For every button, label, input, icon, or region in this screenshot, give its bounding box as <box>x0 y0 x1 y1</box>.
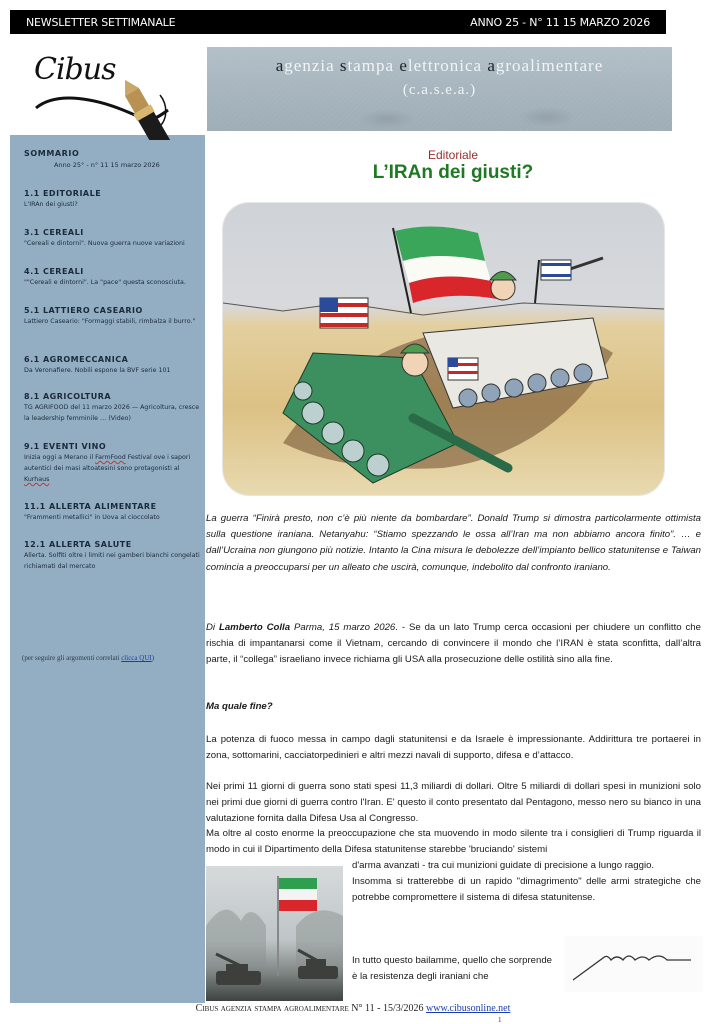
summary-item-heading: 1.1 EDITORIALE <box>24 189 102 198</box>
summary-item-heading: 3.1 CEREALI <box>24 228 84 237</box>
byline-author: Lamberto Colla <box>218 622 291 633</box>
summary-item-cereali-1[interactable] <box>24 228 204 249</box>
section-kicker: Editoriale <box>427 148 479 162</box>
summary-item-agromeccanica[interactable] <box>24 355 204 376</box>
summary-item-heading: 12.1 ALLERTA SALUTE <box>24 540 132 549</box>
summary-item-desc: Allerta. Solfiti oltre i limiti nei gamberi bianchi congelati richiamati dal mercato <box>24 552 200 570</box>
banner-acronym: (c.a.s.e.a.) <box>402 82 477 98</box>
banner-initial: s <box>339 56 348 75</box>
article-paragraph: La potenza di fuoco messa in campo dagli statunitensi e da Israele è impressionante. Addirittura tre portaerei in zona, sottomarini, cacciatorpedinieri e altri mezzi navali di supporto, difesa e d’attacco. <box>206 734 701 762</box>
logo-wordmark: Cibus <box>34 52 116 87</box>
related-topics-text: (per seguire gli argomenti correlati <box>22 654 122 662</box>
author-signature <box>565 936 703 992</box>
iran-flag-tanks-photo <box>206 866 343 1001</box>
summary-item-heading: 6.1 AGROMECCANICA <box>24 355 129 364</box>
summary-item-eventi-vino[interactable] <box>24 442 204 485</box>
article-headline: L’IRAn dei giusti? <box>372 162 534 183</box>
summary-item-agricoltura[interactable] <box>24 392 204 424</box>
banner-initial: a <box>275 56 285 75</box>
summary-item-editoriale[interactable] <box>24 189 204 210</box>
banner-initial: a <box>487 56 496 75</box>
footer-text: Cibus agenzia stampa agroalimentare N° 11 - 15/3/2026 <box>195 1003 427 1014</box>
iran-flag-drawing <box>393 226 497 313</box>
banner-initial: e <box>399 56 408 75</box>
summary-item-desc: "Frammenti metallici" in Uova al cioccolato <box>24 514 160 521</box>
related-topics-close: ) <box>151 654 155 662</box>
summary-issue: Anno 25° - n° 11 15 marzo 2026 <box>54 161 160 169</box>
summary-item-desc: "Cereali e dintorni". Nuova guerra nuove variazioni <box>24 240 185 247</box>
summary-item-desc: L'IRAn dei giusti? <box>24 201 78 208</box>
summary-item-cereali-2[interactable] <box>24 267 204 288</box>
newsletter-topbar <box>10 10 666 34</box>
related-topics-note <box>22 654 154 662</box>
banner-word: tampa <box>347 56 400 75</box>
editorial-cartoon <box>223 203 664 495</box>
summary-title: SOMMARIO <box>24 149 80 158</box>
summary-item-heading: 9.1 EVENTI VINO <box>24 442 107 451</box>
newsletter-label: NEWSLETTER SETTIMANALE <box>26 15 176 29</box>
desc-part: Inizia oggi a Merano il <box>24 454 96 461</box>
summary-item-heading: 11.1 ALLERTA ALIMENTARE <box>24 502 157 511</box>
article-lead: La guerra “Finirà presto, non c’è più niente da bombardare”. Donald Trump si dimostra particolarmente ottimista sulla questione iraniana. Netanyahu: “Stiamo spezzando le ossa all’Iran ma non abbiamo ancora finito”. … e dall’Ucraina non giungono più notizie. Intanto la Cina misura le debolezze dell’impianto bellico statunitense e Taiwan comincia a preoccuparsi per un alleato che uscirà, comunque, indebolito dal confronto iraniano. <box>206 513 701 573</box>
cibus-logo <box>28 50 178 138</box>
summary-item-desc: TG AGRIFOOD del 11 marzo 2026 — Agricoltura, cresce la leadership femminile … (Video) <box>24 404 200 422</box>
summary-sidebar <box>10 135 205 1003</box>
article-paragraph: Nei primi 11 giorni di guerra sono stati spesi 11,3 miliardi di dollari. Oltre 5 miliardi di dollari spesi in munizioni solo nei primi due giorni di guerra contro l'Iran. E' questo il conto presentato dal Pentagono, messo nero su bianco in una valutazione fornita dalla Difesa Usa al Congresso. <box>206 781 701 825</box>
banner-word: genzia <box>284 56 340 75</box>
summary-item-desc: Lattiero Caseario: "Formaggi stabili, rimbalza il burro." <box>24 318 196 325</box>
israel-flag-drawing <box>535 260 571 303</box>
desc-part: FarmFood <box>95 454 126 461</box>
banner-title <box>207 47 672 76</box>
banner-word: lettronica <box>407 56 488 75</box>
agency-banner <box>207 47 672 131</box>
article-paragraph <box>352 858 701 907</box>
summary-item-desc <box>24 452 204 485</box>
summary-item-desc: Da Veronafiere. Nobili espone la BVF serie 101 <box>24 367 171 374</box>
summary-item-desc: ""Cereali e dintorni". La "pace" questa sconosciuta. <box>24 279 186 286</box>
summary-item-heading: 8.1 AGRICOLTURA <box>24 392 112 401</box>
article-paragraph: Ma oltre al costo enorme la preoccupazione che sta muovendo in modo silente tra i consiglieri di Trump riguarda il modo in cui il Dipartimento della Difesa statunitense starebbe 'bruciando' sistemi <box>206 828 701 856</box>
summary-item-allerta-salute[interactable] <box>24 540 204 572</box>
summary-item-heading: 5.1 LATTIERO CASEARIO <box>24 306 143 315</box>
article-paragraph-byline <box>206 620 701 669</box>
page-footer <box>0 1003 706 1014</box>
summary-item-allerta-alimentare[interactable] <box>24 502 204 523</box>
article-subheading: Ma quale fine? <box>206 701 273 712</box>
article-paragraph: In tutto questo bailamme, quello che sorprende è la resistenza degli iraniani che <box>352 955 552 983</box>
page-number: 1 <box>498 1016 502 1024</box>
paragraph-text: Insomma si tratterebbe di un rapido "dimagrimento" delle armi strategiche che potrebbe compromettere il sistema di difesa statunitense. <box>352 876 701 904</box>
issue-date-label: ANNO 25 - N° 11 15 MARZO 2026 <box>470 15 650 29</box>
summary-item-lattiero-caseario[interactable] <box>24 306 204 327</box>
byline-prefix: Di <box>206 622 219 633</box>
desc-part: Kurhaus <box>24 476 50 483</box>
footer-website-link[interactable]: www.cibusonline.net <box>426 1003 511 1014</box>
desc-part: Festival ove i sapori autentici dei masi altoatesini sono protagonisti al <box>24 454 191 472</box>
banner-word: groalimentare <box>495 56 604 75</box>
paragraph-text: d'arma avanzati - tra cui munizioni guidate di precisione a lungo raggio. <box>352 860 655 871</box>
byline-place-date: Parma, 15 marzo 2026 <box>290 622 396 633</box>
summary-item-heading: 4.1 CEREALI <box>24 267 84 276</box>
related-topics-link[interactable]: clicca QUI <box>121 654 152 662</box>
paragraph-text: . - Se da un lato Trump cerca occasioni per chiudere un conflitto che rischia di impantanarsi come il Vietnam, cercando di convincere il mondo che l’IRAN è stata sconfitta, dall’altra parte, il “collega” israeliano invece richiama gli USA alla prosecuzione delle ostilità sino alla fine. <box>206 622 701 666</box>
